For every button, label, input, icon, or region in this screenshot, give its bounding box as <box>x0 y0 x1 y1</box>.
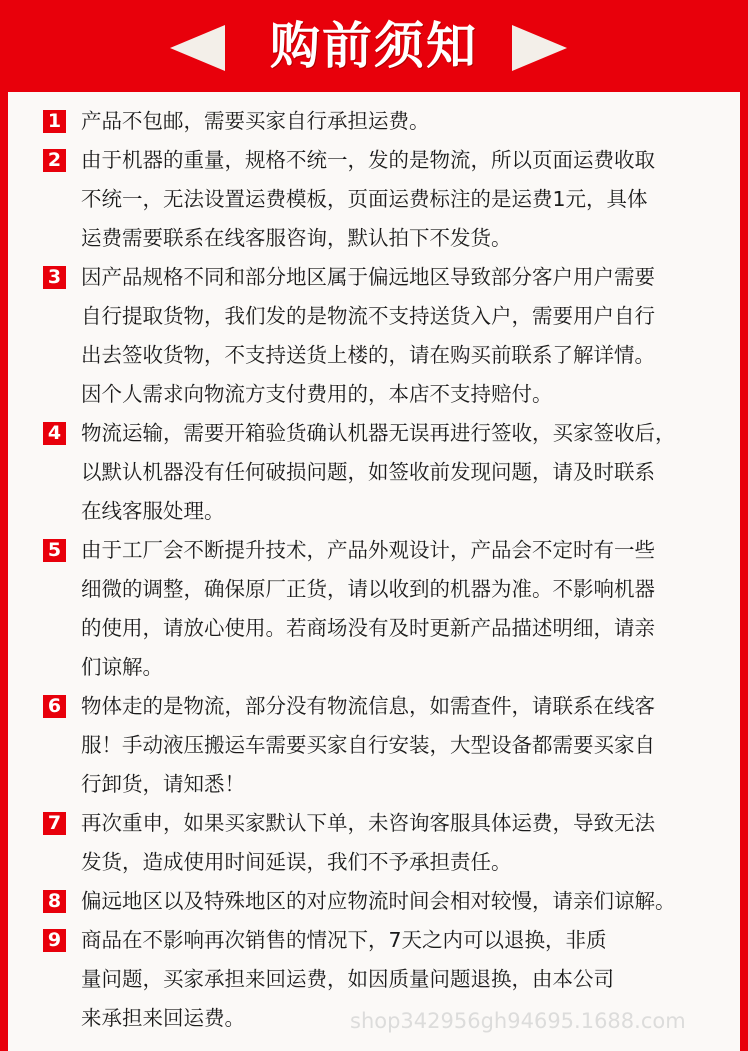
notice-item <box>8 804 740 882</box>
number-badge: 5 <box>43 539 66 562</box>
notice-text-line: 来承担来回运费。 <box>81 1006 245 1030</box>
notice-text-line: 因个人需求向物流方支付费用的，本店不支持赔付。 <box>81 382 553 406</box>
notice-text-line: 由于工厂会不断提升技术，产品外观设计，产品会不定时有一些 <box>81 538 655 562</box>
notice-text-line: 出去签收货物，不支持送货上楼的，请在购买前联系了解详情。 <box>81 343 655 367</box>
notice-item <box>8 687 740 804</box>
notice-text-line: 物体走的是物流，部分没有物流信息，如需查件，请联系在线客 <box>81 694 655 718</box>
notice-text-line: 发货，造成使用时间延误，我们不予承担责任。 <box>81 850 512 874</box>
notice-item <box>8 882 740 921</box>
notice-item <box>8 141 740 258</box>
notice-text-line: 细微的调整，确保原厂正货，请以收到的机器为准。不影响机器 <box>81 577 655 601</box>
number-badge: 1 <box>43 110 66 133</box>
notice-text-line: 再次重申，如果买家默认下单，未咨询客服具体运费，导致无法 <box>81 811 655 835</box>
notice-text-line: 量问题，买家承担来回运费，如因质量问题退换，由本公司 <box>81 967 614 991</box>
notice-list <box>8 102 740 1038</box>
number-badge: 2 <box>43 149 66 172</box>
notice-item <box>8 258 740 414</box>
notice-text <box>81 141 740 258</box>
number-badge: 6 <box>43 695 66 718</box>
notice-panel <box>8 92 740 1051</box>
notice-text-line: 由于机器的重量，规格不统一，发的是物流，所以页面运费收取 <box>81 148 655 172</box>
header <box>0 0 748 92</box>
notice-item <box>8 531 740 687</box>
number-badge: 4 <box>43 422 66 445</box>
notice-text <box>81 882 740 921</box>
page-title: 购前须知 <box>270 17 478 75</box>
number-badge: 9 <box>43 929 66 952</box>
notice-text <box>81 258 740 414</box>
notice-text <box>81 531 740 687</box>
notice-text-line: 产品不包邮，需要买家自行承担运费。 <box>81 109 430 133</box>
notice-text-line: 行卸货，请知悉！ <box>81 772 245 796</box>
right-arrow-icon <box>512 25 567 71</box>
notice-text-line: 运费需要联系在线客服咨询，默认拍下不发货。 <box>81 226 512 250</box>
notice-text <box>81 804 740 882</box>
notice-text-line: 以默认机器没有任何破损问题，如签收前发现问题，请及时联系 <box>81 460 655 484</box>
number-badge: 7 <box>43 812 66 835</box>
notice-text-line: 物流运输，需要开箱验货确认机器无误再进行签收，买家签收后， <box>81 421 676 445</box>
notice-text-line: 不统一，无法设置运费模板，页面运费标注的是运费1元，具体 <box>81 187 648 211</box>
notice-text-line: 偏远地区以及特殊地区的对应物流时间会相对较慢，请亲们谅解。 <box>81 889 676 913</box>
notice-text-line: 商品在不影响再次销售的情况下，7天之内可以退换，非质 <box>81 928 607 952</box>
number-badge: 3 <box>43 266 66 289</box>
notice-item <box>8 102 740 141</box>
notice-item <box>8 414 740 531</box>
notice-text-line: 们谅解。 <box>81 655 163 679</box>
notice-text-line: 自行提取货物，我们发的是物流不支持送货入户，需要用户自行 <box>81 304 655 328</box>
notice-text <box>81 687 740 804</box>
notice-text <box>81 102 740 141</box>
number-badge: 8 <box>43 890 66 913</box>
notice-text-line: 因产品规格不同和部分地区属于偏远地区导致部分客户用户需要 <box>81 265 655 289</box>
notice-text-line: 的使用，请放心使用。若商场没有及时更新产品描述明细，请亲 <box>81 616 655 640</box>
notice-text-line: 在线客服处理。 <box>81 499 225 523</box>
notice-text-line: 服！手动液压搬运车需要买家自行安装，大型设备都需要买家自 <box>81 733 655 757</box>
watermark: shop342956gh94695.1688.com <box>350 1009 686 1033</box>
notice-text <box>81 414 740 531</box>
